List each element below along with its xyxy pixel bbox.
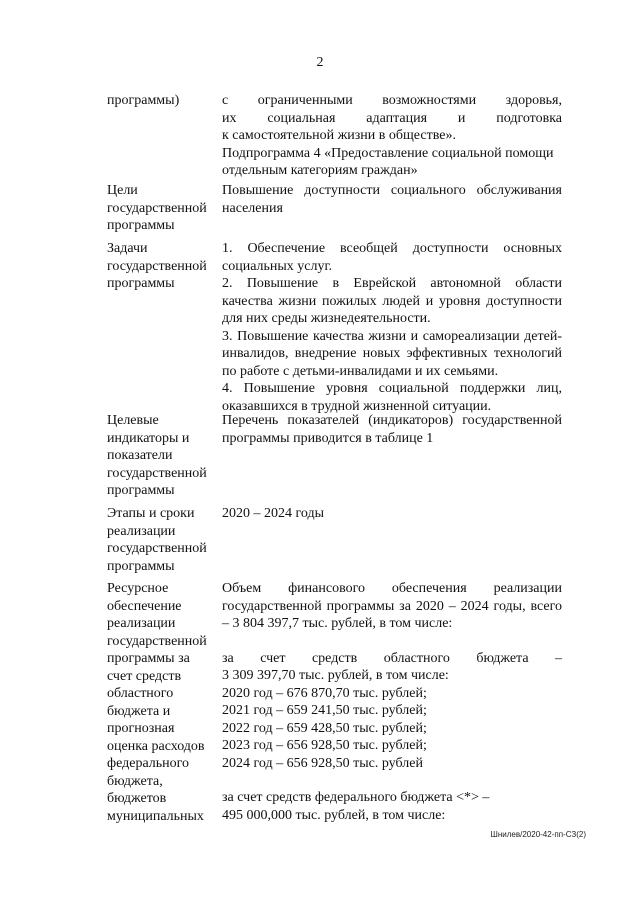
text-line: отдельным категориям граждан» — [222, 163, 418, 178]
text-line: к самостоятельной жизни в обществе». — [222, 128, 456, 143]
text-paragraph: 4. Повышение уровня социальной поддержки лиц, оказавшихся в трудной жизненной ситуации. — [222, 381, 562, 414]
row-value — [222, 92, 562, 180]
text-paragraph: 3. Повышение качества жизни и самореализации детей-инвалидов, внедрение новых эффективных технологий по работе с детьми-инвалидами и их семьями. — [222, 328, 562, 379]
text-paragraph: 2. Повышение в Еврейской автономной области качества жизни пожилых людей и уровня доступности для них среды жизнедеятельности. — [222, 276, 562, 326]
document-footer-code: Шнилев/2020-42-пп-СЗ(2) — [490, 830, 586, 839]
text-line: их социальная адаптация и подготовка — [222, 110, 562, 126]
text-line: с ограниченными возможностями здоровья, — [222, 93, 562, 108]
text-line: 2022 год – 659 428,50 тыс. рублей; — [222, 720, 427, 736]
row-label: Ресурсное обеспечение реализации государственной программы за счет средств областного бюджета и прогнозная оценка расходов федерального бюджета, бюджетов муниципальных — [107, 581, 207, 824]
text-line: 2020 год – 676 870,70 тыс. рублей; — [222, 685, 427, 701]
spacer — [222, 772, 562, 789]
row-value — [222, 240, 562, 415]
row-label: Задачи государственной программы — [107, 241, 207, 291]
text-line: за счет средств федерального бюджета <*> – — [222, 790, 490, 805]
text-line: 2021 год – 659 241,50 тыс. рублей; — [222, 703, 427, 718]
text-paragraph: Перечень показателей (индикаторов) государственной программы приводится в таблице 1 — [222, 413, 562, 446]
row-label: Целевые индикаторы и показатели государственной программы — [107, 413, 207, 498]
row-label: Цели государственной программы — [107, 183, 207, 233]
text-line: за счет средств областного бюджета – — [222, 650, 562, 666]
text-line: 2024 год – 656 928,50 тыс. рублей — [222, 755, 423, 771]
text-line: Подпрограмма 4 «Предоставление социальной помощи — [222, 145, 554, 161]
row-value — [222, 182, 562, 217]
text-paragraph: 2020 – 2024 годы — [222, 506, 325, 521]
text-paragraph: Объем финансового обеспечения реализации государственной программы за 2020 – 2024 годы, всего – 3 804 397,7 тыс. рублей, в том числе: — [222, 581, 562, 631]
text-line: 495 000,000 тыс. рублей, в том числе: — [222, 807, 446, 823]
row-value — [222, 412, 562, 447]
text-paragraph: Повышение доступности социального обслуживания населения — [222, 183, 562, 216]
page-number: 2 — [316, 55, 324, 70]
text-line: 3 309 397,70 тыс. рублей, в том числе: — [222, 668, 449, 683]
row-value — [222, 580, 562, 824]
spacer — [222, 633, 562, 650]
row-label: Этапы и сроки реализации государственной программы — [107, 506, 207, 574]
text-paragraph: 1. Обеспечение всеобщей доступности основных социальных услуг. — [222, 241, 562, 274]
text-line: 2023 год – 656 928,50 тыс. рублей; — [222, 738, 427, 753]
row-label: программы) — [107, 93, 180, 108]
row-value — [222, 505, 562, 523]
